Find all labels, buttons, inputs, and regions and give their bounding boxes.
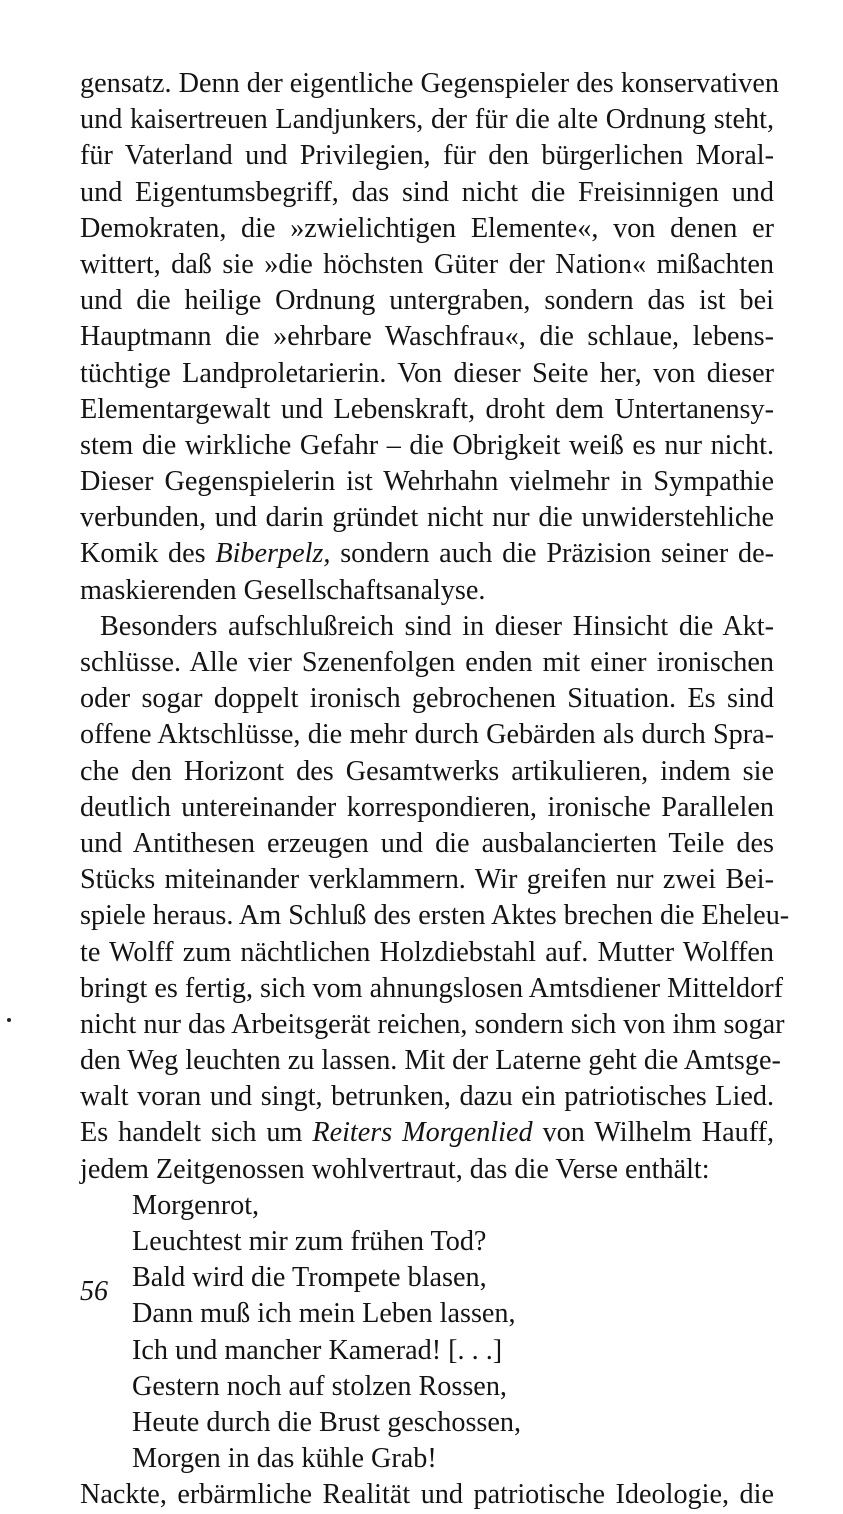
verse-quotation (80, 1188, 774, 1478)
text-line: Stücks miteinander verklammern. Wir greifen nur zwei Bei- (80, 864, 774, 896)
work-title: Biberpelz, (215, 538, 331, 570)
text-line: nicht nur das Arbeitsgerät reichen, sondern sich von ihm sogar (80, 1008, 785, 1040)
text-line: bringt es fertig, sich vom ahnungslosen Amtsdiener Mitteldorf (80, 972, 784, 1004)
text-line: Besonders aufschlußreich sind in dieser Hinsicht die Akt- (100, 610, 774, 642)
text-line-with-title (80, 536, 774, 572)
page-body (80, 66, 790, 1514)
text-line: Nackte, erbärmliche Realität und patriotische Ideologie, die (80, 1479, 774, 1511)
text-line: che den Horizont des Gesamtwerks artikulieren, indem sie (80, 755, 774, 787)
text-line: und die heilige Ordnung untergraben, sondern das ist bei (80, 285, 774, 317)
text-line: und Antithesen erzeugen und die ausbalancierten Teile des (80, 827, 774, 859)
verse-line: Ich und mancher Kamerad! [. . .] (132, 1334, 503, 1366)
verse-line: Dann muß ich mein Leben lassen, (132, 1298, 516, 1330)
text-fragment: sondern auch die Präzision seiner de- (330, 538, 775, 570)
text-line: Demokraten, die »zwielichtigen Elemente«, von denen er (80, 212, 774, 244)
text-line: Dieser Gegenspielerin ist Wehrhahn vielmehr in Sympathie (80, 466, 774, 498)
text-line: maskierenden Gesellschaftsanalyse. (80, 574, 486, 606)
verse-line: Leuchtest mir zum frühen Tod? (132, 1226, 487, 1257)
text-line: tüchtige Landproletarierin. Von dieser Seite her, von dieser (80, 357, 774, 389)
text-line: und Eigentumsbegriff, das sind nicht die Freisinnigen und (80, 176, 774, 208)
text-line: oder sogar doppelt ironisch gebrochenen Situation. Es sind (80, 683, 774, 715)
paragraph-1 (80, 66, 779, 609)
text-line: Elementargewalt und Lebenskraft, droht dem Untertanensy- (80, 393, 774, 425)
text-fragment: Komik des (80, 538, 216, 570)
verse-line: Morgenrot, (132, 1189, 260, 1221)
text-line: wittert, daß sie »die höchsten Güter der Nation« mißachten (80, 248, 774, 280)
work-title: Reiters Morgenlied (312, 1117, 533, 1149)
verse-line: Heute durch die Brust geschossen, (132, 1406, 522, 1438)
text-line: spiele heraus. Am Schluß des ersten Aktes brechen die Eheleu- (80, 900, 790, 932)
paragraph-2 (80, 609, 790, 1188)
text-fragment: Es handelt sich um (80, 1117, 313, 1149)
verse-line: Bald wird die Trompete blasen, (132, 1262, 487, 1294)
verse-line: Morgen in das kühle Grab! (132, 1443, 437, 1475)
text-line: stem die wirkliche Gefahr – die Obrigkeit weiß es nur nicht. (80, 429, 774, 461)
text-fragment: von Wilhelm Hauff, (532, 1117, 775, 1149)
text-line: walt voran und singt, betrunken, dazu ein patriotisches Lied. (80, 1081, 774, 1113)
paragraph-3 (80, 1477, 774, 1513)
text-line: den Weg leuchten zu lassen. Mit der Laterne geht die Amtsge- (80, 1045, 781, 1077)
text-line: für Vaterland und Privilegien, für den bürgerlichen Moral- (80, 140, 774, 172)
text-line: jedem Zeitgenossen wohlvertraut, das die Verse enthält: (80, 1153, 710, 1185)
text-line: verbunden, und darin gründet nicht nur die unwiderstehliche (80, 502, 774, 534)
text-line-with-title (80, 1115, 774, 1151)
text-line: Hauptmann die »ehrbare Waschfrau«, die schlaue, lebens- (80, 321, 774, 353)
page-number: 56 (80, 1276, 108, 1307)
verse-line: Gestern noch auf stolzen Rossen, (132, 1370, 507, 1402)
scan-speck (7, 1018, 11, 1022)
text-line: te Wolff zum nächtlichen Holzdiebstahl auf. Mutter Wolffen (80, 936, 774, 968)
text-line: offene Aktschlüsse, die mehr durch Gebärden als durch Spra- (80, 719, 774, 751)
text-line: gensatz. Denn der eigentliche Gegenspieler des konservativen (80, 68, 779, 99)
text-line: und kaisertreuen Landjunkers, der für die alte Ordnung steht, (80, 104, 774, 136)
text-line: schlüsse. Alle vier Szenenfolgen enden mit einer ironischen (80, 647, 774, 678)
text-line: deutlich untereinander korrespondieren, ironische Parallelen (80, 791, 774, 823)
